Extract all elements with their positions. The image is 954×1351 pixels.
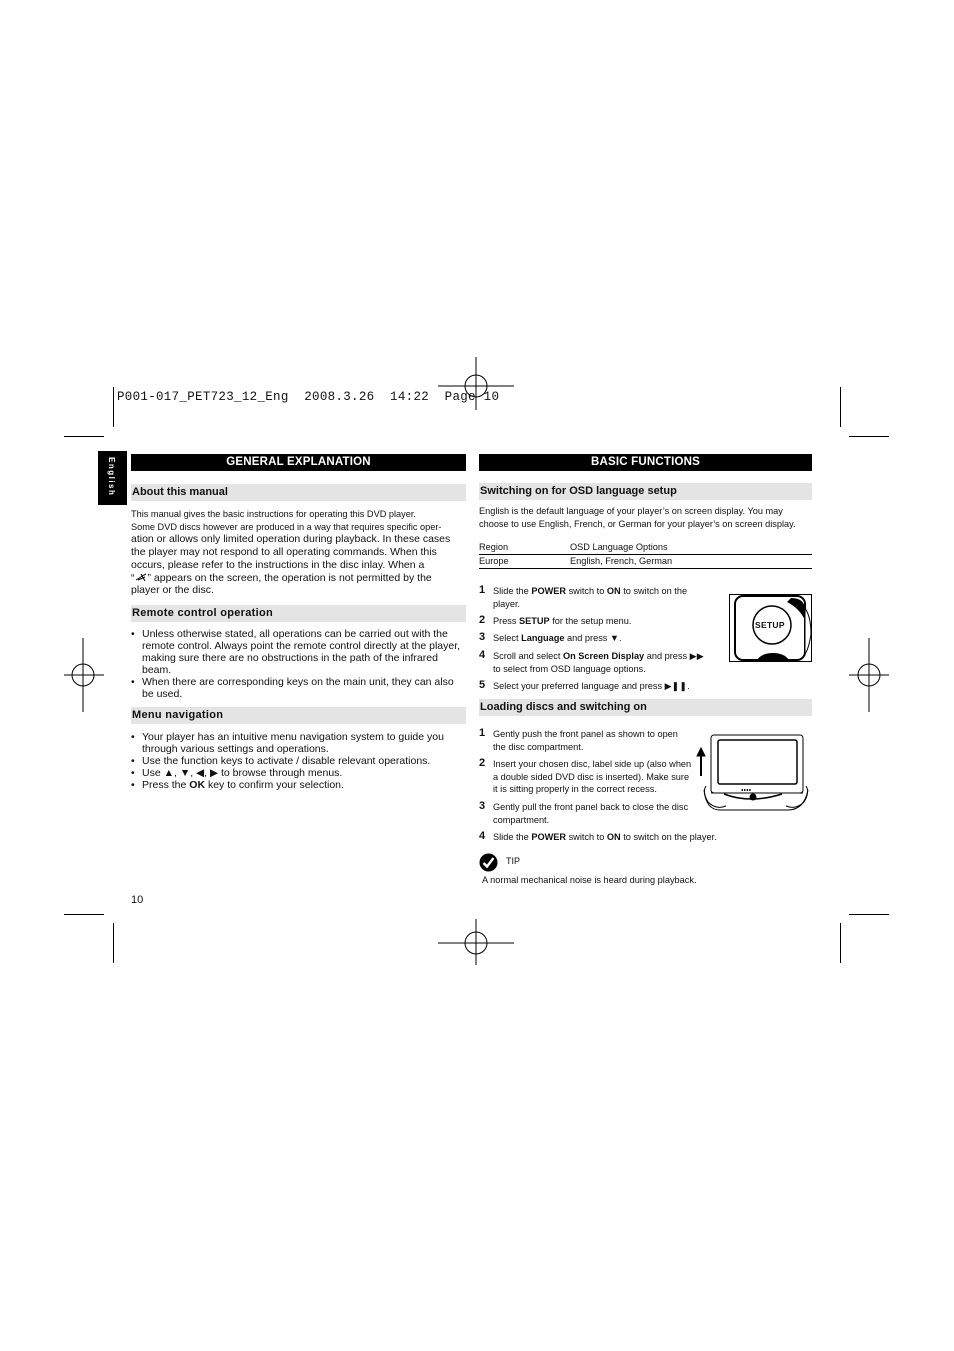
tip-check-icon [479, 853, 498, 872]
osd-step-3: 3 Select Language and press ▼. [479, 631, 622, 643]
page-number: 10 [131, 894, 144, 906]
subheading-menu-navigation: Menu navigation [131, 707, 466, 724]
osd-step-2: 2 Press SETUP for the setup menu. [479, 614, 632, 626]
loading-step-1: 1 Gently push the front panel as shown to open the disc compartment. [479, 727, 678, 752]
list-item: • Use the function keys to activate / disable relevant operations. [131, 755, 466, 767]
setup-button: SETUP [755, 620, 785, 630]
remote-control-list [131, 628, 466, 700]
setup-remote-illustration [729, 594, 812, 662]
list-item: • Use ▲, ▼, ◀, ▶ to browse through menus. [131, 767, 466, 779]
menu-navigation-list [131, 731, 466, 791]
table-cell-options: English, French, German [570, 556, 673, 566]
osd-step-5: 5 Select your preferred language and press ▶❚❚. [479, 679, 690, 691]
osd-step-4: 4 Scroll and select On Screen Display and press ▶▶ to select from OSD language options. [479, 649, 704, 674]
print-slug: P001-017_PET723_12_Eng 2008.3.26 14:22 Page 10 [117, 390, 500, 404]
subheading-about-manual: About this manual [131, 484, 466, 501]
dvd-player-illustration [694, 730, 812, 814]
osd-step-1: 1 Slide the POWER switch to ON to switch on the player. [479, 584, 688, 609]
about-manual-text: This manual gives the basic instructions for operating this DVD player. Some DVD discs however are produced in a way that requires specific oper- ation or allows only limited operation during playback. In these cases the player may not respond to all operating commands. When this occurs, please refer to the instructions in the disc inlay. When a “ ” appears on the screen, the operation is not permitted by the player or the disc. [131, 509, 451, 597]
table-cell-region: Europe [479, 556, 509, 566]
prohibited-hand-icon [135, 572, 148, 582]
language-tab: English [98, 451, 127, 505]
list-item: • Press the OK key to confirm your selection. [131, 779, 466, 791]
subheading-loading-discs: Loading discs and switching on [479, 699, 812, 716]
subheading-osd-setup: Switching on for OSD language setup [479, 483, 812, 500]
loading-step-4: 4 Slide the POWER switch to ON to switch on the player. [479, 830, 717, 842]
device-label-icon: ∎∎∎∎ [741, 787, 752, 792]
section-title-general: GENERAL EXPLANATION [131, 454, 466, 471]
loading-step-2: 2 Insert your chosen disc, label side up (also when a double sided DVD disc is inserted). Make sure it is sitting properly in the correct recess. [479, 757, 692, 794]
section-title-basic: BASIC FUNCTIONS [479, 454, 812, 471]
region-table [479, 541, 812, 569]
loading-step-3: 3 Gently pull the front panel back to close the disc compartment. [479, 800, 689, 825]
subheading-remote-control: Remote control operation [131, 605, 466, 622]
tip-label: TIP [506, 856, 521, 866]
list-item: • Unless otherwise stated, all operations can be carried out with the remote control. Always point the remote control directly at the player, making sure there are no obstructions in the path of the infrared beam. [131, 628, 466, 676]
list-item: • When there are corresponding keys on the main unit, they can also be used. [131, 676, 466, 700]
table-header-region: Region [479, 542, 509, 552]
tip-text: A normal mechanical noise is heard during playback. [482, 875, 697, 885]
osd-intro-text: English is the default language of your player’s on screen display. You may choose to use English, French, or German for your player’s on screen display. [479, 506, 796, 529]
table-header-options: OSD Language Options [570, 542, 668, 552]
list-item: • Your player has an intuitive menu navigation system to guide you through various settings and operations. [131, 731, 466, 755]
